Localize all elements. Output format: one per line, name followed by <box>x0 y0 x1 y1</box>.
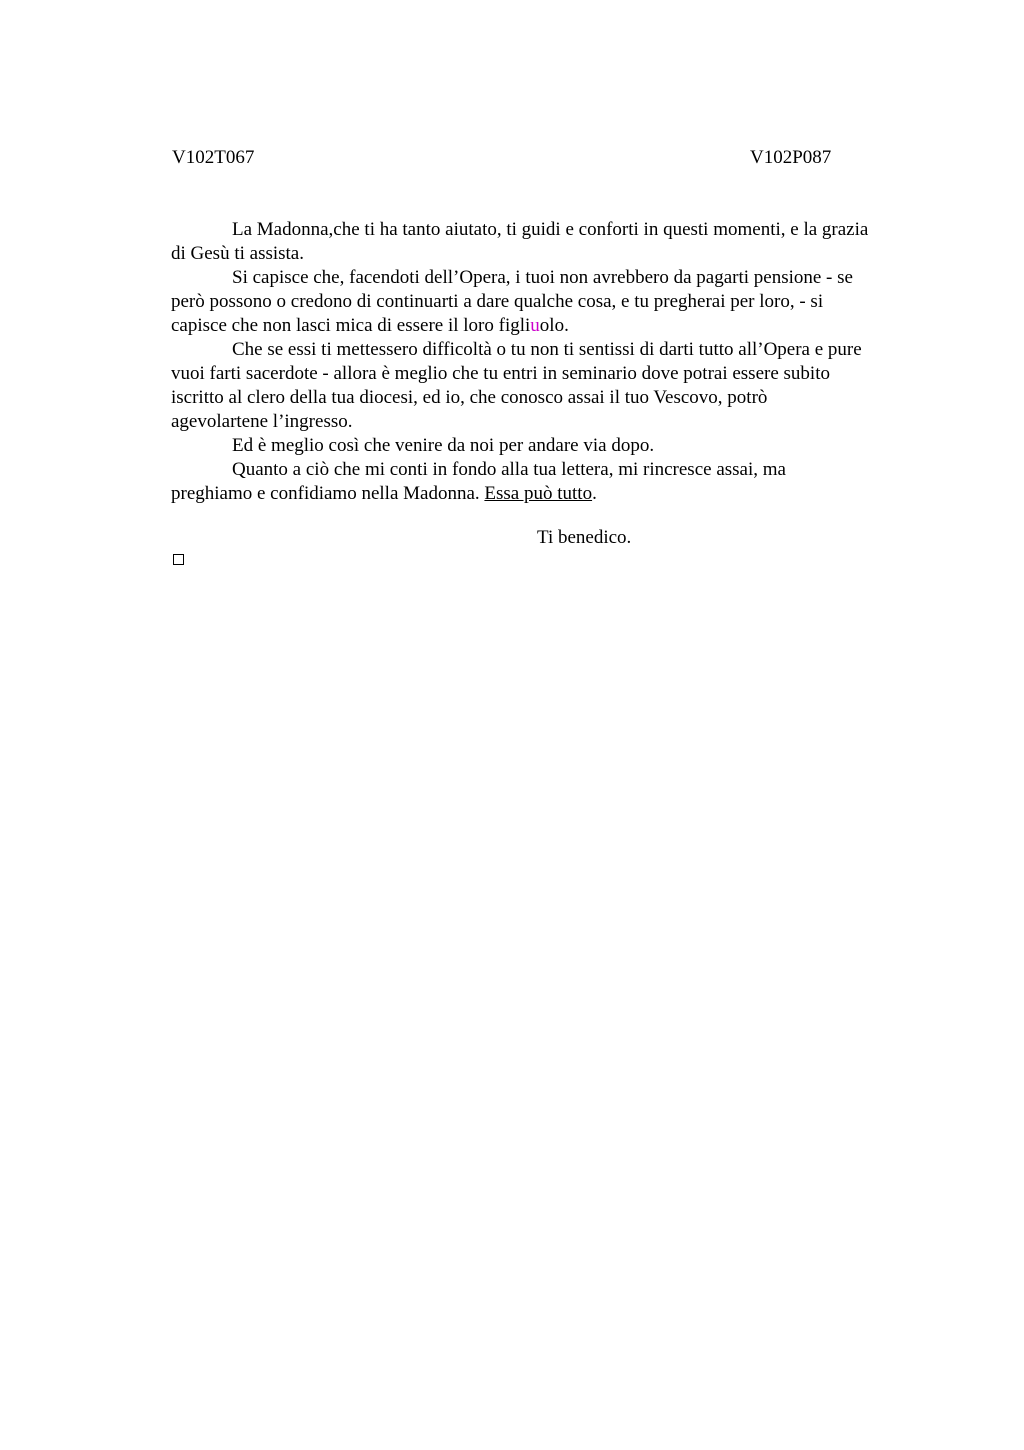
paragraph-line: La Madonna,che ti ha tanto aiutato, ti guidi e conforti in questi momenti, e la grazia <box>232 219 869 240</box>
paragraph-line: Quanto a ciò che mi conti in fondo alla tua lettera, mi rincresce assai, ma <box>232 459 786 480</box>
paragraph-line: iscritto al clero della tua diocesi, ed io, che conosco assai il tuo Vescovo, potrò <box>171 387 768 408</box>
paragraph-line <box>171 314 931 338</box>
letter-body <box>171 218 931 506</box>
paragraph-line <box>171 482 931 506</box>
paragraph-line: di Gesù ti assista. <box>171 243 304 264</box>
paragraph-4 <box>171 434 931 458</box>
line-text: olo. <box>539 315 569 336</box>
paragraph-line: Si capisce che, facendoti dell’Opera, i tuoi non avrebbero da pagarti pensione - se <box>232 267 853 288</box>
underlined-phrase: Essa può tutto <box>484 483 593 504</box>
line-text: . <box>592 483 597 504</box>
line-text: capisce che non lasci mica di essere il loro figli <box>171 315 531 336</box>
paragraph-2 <box>171 266 931 338</box>
paragraph-1 <box>171 218 931 266</box>
closing-blessing: Ti benedico. <box>537 527 632 548</box>
paragraph-3 <box>171 338 931 434</box>
highlighted-letter: u <box>530 315 540 336</box>
paragraph-line: Ed è meglio così che venire da noi per andare via dopo. <box>232 435 655 456</box>
line-text: preghiamo e confidiamo nella Madonna. <box>171 483 485 504</box>
paragraph-line: però possono o credono di continuarti a dare qualche cosa, e tu pregherai per loro, - si <box>171 291 824 312</box>
paragraph-5 <box>171 458 931 506</box>
end-of-document-box-icon <box>173 554 184 565</box>
document-code-right: V102P087 <box>750 147 832 168</box>
paragraph-line: vuoi farti sacerdote - allora è meglio che tu entri in seminario dove potrai essere subito <box>171 363 830 384</box>
paragraph-line: Che se essi ti mettessero difficoltà o tu non ti sentissi di darti tutto all’Opera e pure <box>232 339 862 360</box>
paragraph-line: agevolartene l’ingresso. <box>171 411 353 432</box>
document-code-left: V102T067 <box>172 147 255 168</box>
